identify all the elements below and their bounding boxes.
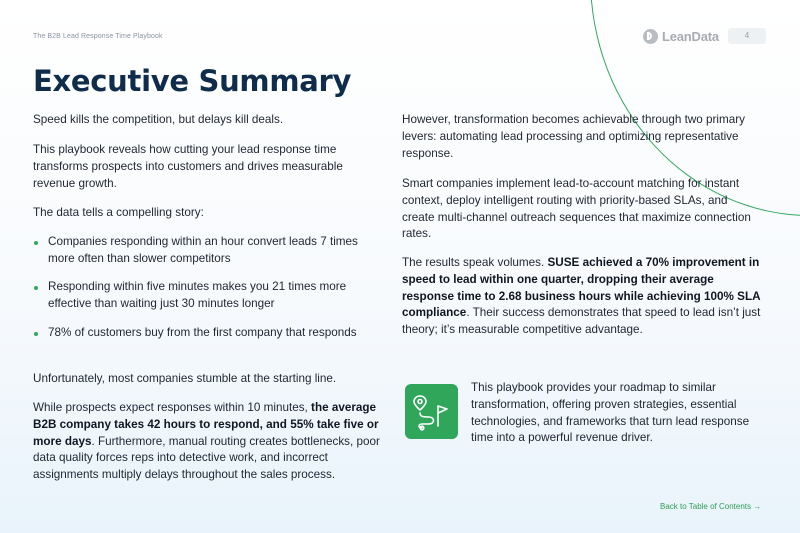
text-run: . Furthermore, manual routing creates bottlenecks, poor data quality forces reps into detective work, and incorrect assignments multiply delays throughout the sales process. <box>33 434 380 482</box>
callout-text: This playbook provides your roadmap to similar transformation, offering proven strategies, essential technologies, and frameworks that turn lead response time into a powerful revenue driver. <box>471 381 750 445</box>
route-flag-icon <box>405 384 458 439</box>
text-run: . Their success demonstrates that speed to lead isn’t just theory; it’s measurable competitive advantage. <box>402 306 761 337</box>
data-intro-paragraph: The data tells a compelling story: <box>33 206 204 219</box>
bullet-text: Responding within five minutes makes you 21 times more effective than waiting just 30 minutes longer <box>48 280 347 310</box>
text-run: The results speak volumes. <box>402 256 548 269</box>
smart-companies-paragraph: Smart companies implement lead-to-account matching for instant context, deploy intelligent routing with priority-based SLAs, and create multi-channel outreach sequences that maximize connection rates. <box>402 177 751 241</box>
page-number: 4 <box>728 28 766 44</box>
stumble-paragraph: Unfortunately, most companies stumble at the starting line. <box>33 372 337 385</box>
bullet-dot <box>34 332 38 336</box>
document-title: The B2B Lead Response Time Playbook <box>33 33 163 40</box>
bullet-dot <box>34 286 38 290</box>
prospects-paragraph <box>33 400 383 484</box>
bullet-text: Companies responding within an hour convert leads 7 times more often than slower competitors <box>48 235 358 265</box>
bullet-dot <box>34 241 38 245</box>
back-to-toc-link[interactable] <box>660 502 761 511</box>
left-column <box>33 112 383 512</box>
playbook-paragraph: This playbook reveals how cutting your lead response time transforms prospects into customers and drives measurable revenue growth. <box>33 143 343 190</box>
arrow-right-icon: → <box>753 502 762 511</box>
bold-text: the average B2B company takes 42 hours to respond, and 55% take five or more days <box>33 401 379 448</box>
text-run: While prospects expect responses within 10 minutes, <box>33 401 312 414</box>
leandata-logo <box>643 28 719 45</box>
bullet-text: 78% of customers buy from the first company that responds <box>48 326 357 339</box>
leandata-logo-icon <box>643 29 658 44</box>
intro-paragraph: Speed kills the competition, but delays kill deals. <box>33 113 284 126</box>
levers-paragraph: However, transformation becomes achievable through two primary levers: automating lead processing and optimizing representative response. <box>402 113 745 160</box>
toc-link-label: Back to Table of Contents <box>660 502 752 511</box>
logo-text: LeanData <box>662 29 719 44</box>
page-title: Executive Summary <box>33 64 352 98</box>
bold-text: SUSE achieved a 70% improvement in speed to lead within one quarter, dropping their average response time to 2.68 business hours while achieving 100% SLA compliance <box>402 256 761 320</box>
results-paragraph <box>402 255 762 339</box>
